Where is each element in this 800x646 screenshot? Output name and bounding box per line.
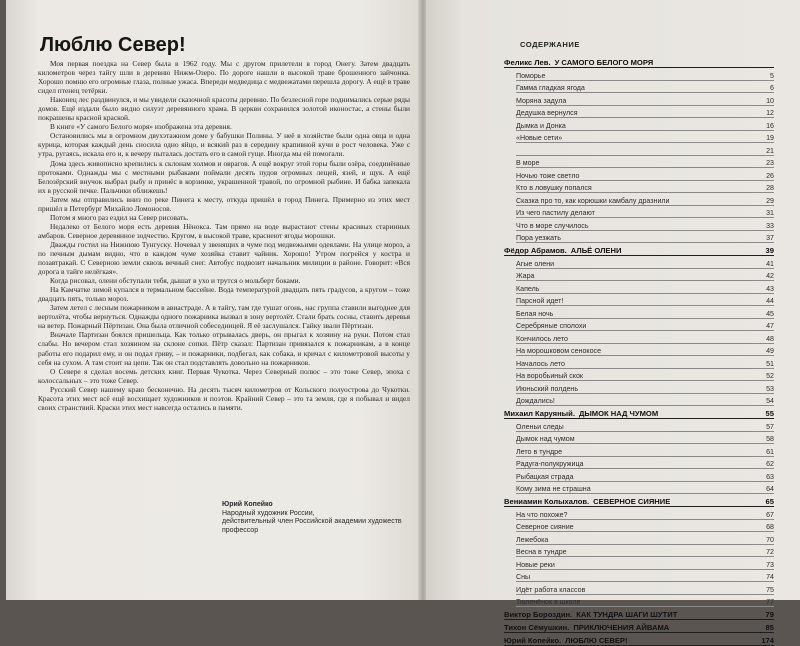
toc-author: Феликс Лев. — [504, 58, 551, 67]
toc-section — [504, 406, 774, 494]
toc-item — [516, 81, 774, 94]
toc-page-number: 12 — [766, 109, 774, 117]
toc-page-number: 43 — [766, 284, 774, 293]
article-paragraph: Вначале Партизан боялся пришельца. Как только отрывалась дверь, он прыгал к хозяину на руки. Потом стал слабы. Но вечером стал хозяином на склоне сопки. Пётр сказал: Партизан привязался к пожарникам, а в конце работы его подарил ему, и он подал гриву, – и пожарники, подбегал, как собака, и кричал с километровой высоты у себя на сухом. А там стоит на цепи. Так он стал подставлять довольно на пожарников. — [38, 330, 410, 367]
toc-page-number: 55 — [765, 409, 774, 418]
toc-item-label: На морошковом сенокосе — [516, 347, 602, 355]
article-paragraph: Затем мы отправились вниз по реке Пинега к месту, откуда пришёл в город Пинега. Примерно из этих мест пришёл в Петербург Михайло Ломоносов. — [38, 194, 410, 213]
toc-item-label: Лето в тундре — [516, 447, 563, 456]
toc-item — [516, 331, 774, 344]
toc-item — [516, 294, 774, 307]
toc-item-label: На что похоже? — [516, 510, 568, 519]
toc-page-number: 21 — [766, 146, 774, 155]
toc-page-number: 57 — [766, 422, 774, 431]
toc-item — [516, 356, 774, 369]
signature-name: Юрий Копейко — [222, 501, 273, 508]
toc-item — [516, 432, 774, 445]
toc-item — [516, 156, 774, 169]
toc-item — [516, 369, 774, 382]
toc-item-label: Северное сияние — [516, 523, 574, 531]
toc-item-label: Что в море случилось — [516, 221, 589, 230]
toc-item — [516, 381, 774, 394]
toc-page-number: 54 — [766, 397, 774, 405]
toc-item — [516, 507, 774, 520]
toc-item — [516, 206, 774, 219]
toc-page-number: 42 — [766, 272, 774, 280]
toc-item — [516, 256, 774, 269]
toc-item — [516, 582, 774, 595]
toc-section-header — [504, 406, 774, 419]
toc-heading: СОДЕРЖАНИЕ — [520, 40, 580, 49]
toc-item — [516, 595, 774, 608]
toc-item — [516, 68, 774, 81]
article-paragraph: Наконец лес раздвинулся, и мы увидели сказочной красоты деревню. По безлесной горе поднимались серые ряды домов. Ещё издали было видно силуэт деревянного храма. В церкви сохранился золотой иконостас, а стены были покрашены красной краской. — [38, 95, 410, 123]
toc-page-number: 64 — [766, 485, 774, 493]
signature-block — [222, 501, 412, 535]
toc-page-number: 19 — [766, 134, 774, 142]
toc-item — [516, 394, 774, 407]
toc-item-label: Идёт работа классов — [516, 585, 586, 594]
toc-section — [504, 55, 774, 243]
article-paragraph: Затем летел с лесным пожарником в авиастраде. А в тайгу, там где тушат огонь, нас группа ставили выгоднее для вертолёта, чтобы вернуться. Однажды одного пожарника вызвал в зону вертолёт. Стали брать сосны, ставить деревья на ветер. Пожарный Пёртизан. Она была отличной собеседницей. Я её заслушался. Гайку звали Пёртизан. — [38, 303, 410, 331]
toc-item — [516, 520, 774, 533]
toc-item-label: Сказка про то, как корюшки камбалу дразнили — [516, 196, 670, 205]
toc-section-title: АЛЬЁ ОЛЕНИ — [570, 246, 622, 255]
toc-item — [516, 269, 774, 282]
toc-page-number: 37 — [766, 234, 774, 242]
toc-page-number: 31 — [766, 209, 774, 217]
toc-item-label: Весна в тундре — [516, 548, 567, 556]
toc-item — [516, 444, 774, 457]
article-paragraph: Дома здесь живописно крепились к склонам холмов и оврагов. А ещё вокруг этой горы были озёра, соединённые протоками. Однажды мы с местными рыбаками поймали десять пудов огромных лещей, язей, и щук. А ещё Белозёрский внучок выбрал рыбу и принёс в корзинке, украшенной травой, по огромной рыбине. И бабка запекала их в русской печке. Пальчики оближешь! — [38, 158, 410, 195]
toc-section-header — [504, 243, 774, 256]
toc-item — [516, 469, 774, 482]
toc-item-label: Лежебока — [516, 535, 549, 544]
toc-item-label: Кому зима не страшна — [516, 485, 591, 493]
toc-page-number: 65 — [765, 497, 774, 506]
article-paragraph: Моя первая поездка на Север была в 1962 году. Мы с другом прилетели в город Онегу. Затем двадцать километров через тайгу шли в деревню Нижм-Озеро. По дороге нашли в высокой траве брошенного зайчонка. Хорошо помню его огромные глаза, полные ужаса. Впереди медведица с медвежатами перешла дорогу. А ещё в траве сидел птенец тетёрки. — [38, 59, 410, 96]
toc-section-title: СЕВЕРНОЕ СИЯНИЕ — [593, 497, 671, 506]
toc-page-number: 45 — [766, 309, 774, 318]
toc-page-number: 63 — [766, 472, 774, 481]
toc-author: Тихон Сёмушкин. — [504, 623, 570, 632]
toc-item-label: Гамма гладкая ягода — [516, 84, 585, 92]
toc-item — [516, 319, 774, 332]
toc-item-list — [504, 507, 774, 607]
toc-item — [516, 570, 774, 583]
toc-page-number: 47 — [766, 322, 774, 330]
toc-item — [516, 168, 774, 181]
toc-item-label: Ночью тоже светло — [516, 171, 580, 180]
toc-page-number: 5 — [770, 71, 774, 80]
toc-page-number: 61 — [766, 447, 774, 456]
article-paragraph: В книге «У самого Белого моря» изображена эта деревня. — [50, 122, 232, 132]
signature-line: Народный художник России, — [222, 509, 315, 517]
toc-item-list — [504, 256, 774, 406]
toc-item-label: Радуга-полукружица — [516, 460, 584, 468]
toc-section — [504, 494, 774, 607]
article-paragraph: Русский Север нашему краю бесконечно. На десять тысяч километров от Кольского полуострова до Чукотки. Красота этих мест всё ещё восхищает художников и поэтов. Крайний Север – это та земля, где я побывал и видел своих странствий. Краски этих мест навсегда остались в памяти. — [38, 384, 410, 412]
toc-item — [516, 193, 774, 206]
toc-item-label: Началось лето — [516, 359, 565, 368]
toc-item-label: Парсной идет! — [516, 297, 564, 305]
toc-author: Фёдор Абрамов. — [504, 246, 567, 255]
article-body — [38, 59, 410, 517]
toc-item-label: На воробьиный скок — [516, 372, 584, 380]
toc-page-number: 58 — [766, 435, 774, 443]
toc-page-number: 68 — [766, 523, 774, 531]
toc-author: Вениамин Колыхалов. — [504, 497, 590, 506]
article-title: Люблю Север! — [40, 34, 186, 56]
toc-author: Виктор Бороздин. — [504, 610, 573, 619]
toc-item-label: Капель — [516, 284, 540, 293]
toc-page-number: 16 — [766, 121, 774, 130]
article-paragraph: Недалеко от Белого моря есть деревня Нёнокса. Там прямо на воде вырастают стены красивых старинных амбаров. Северное деревянное зодчество. Кругом, в высокой траве, краснеют ягоды морошки. — [38, 221, 410, 240]
toc-item-label: Моряна задула — [516, 96, 567, 105]
toc-page-number: 44 — [766, 297, 774, 305]
toc-page-number: 67 — [766, 510, 774, 519]
toc-item — [516, 218, 774, 231]
toc-item — [516, 457, 774, 470]
toc-page-number: 26 — [766, 171, 774, 180]
toc-item-label: Пора уезжать — [516, 234, 561, 242]
toc-section-header — [504, 607, 774, 620]
toc-item — [516, 482, 774, 495]
table-of-contents — [504, 55, 774, 646]
toc-page-number: 77 — [766, 598, 774, 606]
toc-section — [504, 620, 774, 633]
toc-section-header — [504, 494, 774, 507]
toc-page-number: 29 — [766, 196, 774, 205]
toc-page-number: 41 — [766, 259, 774, 268]
toc-page-number: 62 — [766, 460, 774, 468]
toc-page-number: 174 — [761, 636, 774, 645]
toc-item-label: Дымка и Донка — [516, 121, 566, 130]
toc-page-number: 74 — [766, 573, 774, 581]
toc-page-number: 75 — [766, 585, 774, 594]
toc-section-title: ДЫМОК НАД ЧУМОМ — [578, 409, 659, 418]
toc-section-header — [504, 633, 774, 646]
toc-item-label: Из чего пастилу делают — [516, 209, 595, 217]
toc-section — [504, 243, 774, 406]
article-paragraph: Потом я много раз ездил на Север рисовать. — [50, 212, 189, 222]
toc-item — [516, 106, 774, 119]
toc-item-label: Дождались! — [516, 397, 555, 405]
toc-item-label: Серебряные сполохи — [516, 322, 587, 330]
toc-page-number: 79 — [765, 610, 774, 619]
toc-item-label: В море — [516, 159, 540, 167]
toc-item-label: Дедушка вернулся — [516, 109, 578, 117]
toc-section-header — [504, 620, 774, 633]
toc-item-label: Оленьи следы — [516, 422, 564, 431]
article-paragraph: На Камчатке зимой купался в термальном бассейне. Вода температурой двадцать пять градусов, а кругом – тоже двадцать пять, только мороз. — [38, 285, 410, 304]
article-paragraph: Остановились мы в огромном двухэтажном доме у бабушки Полины. У неё в хозяйстве были одна овца и одна курица, которая каждый день сносила одно яйцо, и всякий раз в середину крапивной кучи в рост человека. Уже с утра, ругаясь, искала его и, к вечеру пыталась достать его в самой гуще. Иногда мы ей помогали. — [38, 131, 410, 159]
toc-item-label: Поморье — [516, 71, 546, 80]
toc-item — [516, 306, 774, 319]
toc-item-label: Июньский полдень — [516, 384, 579, 393]
toc-author: Михаил Каруяный. — [504, 409, 575, 418]
toc-item-label: Новые реки — [516, 560, 555, 569]
toc-item — [516, 281, 774, 294]
toc-section-title: ЛЮБЛЮ СЕВЕР! — [565, 636, 628, 645]
toc-section — [504, 633, 774, 646]
signature-line: профессор — [222, 526, 259, 534]
article-paragraph: О Севере я сделал восемь детских книг. Первая Чукотка. Через Северный полюс – это тоже Север, эпоха с колоссальных – это тоже Север. — [38, 366, 410, 385]
toc-page-number: 73 — [766, 560, 774, 569]
toc-section-title: ПРИКЛЮЧЕНИЯ АЙВАМА — [573, 623, 670, 632]
toc-page-number: 23 — [766, 159, 774, 167]
toc-item-label: Кто в ловушку попался — [516, 184, 592, 192]
toc-item — [516, 532, 774, 545]
toc-page-number: 72 — [766, 548, 774, 556]
toc-page-number: 6 — [770, 84, 774, 92]
toc-page-number: 52 — [766, 372, 774, 380]
toc-page-number: 28 — [766, 184, 774, 192]
toc-section-header — [504, 55, 774, 68]
toc-section-title: КАК ТУНДРА ШАГИ ШУТИТ — [576, 610, 678, 619]
toc-item-label: Сны — [516, 573, 531, 581]
toc-item — [516, 231, 774, 244]
toc-item-label: Жара — [516, 272, 535, 280]
toc-page-number: 49 — [766, 347, 774, 355]
signature-line: действительный член Российской академии художеств — [222, 518, 402, 526]
toc-item-label: Белая ночь — [516, 309, 554, 318]
toc-page-number: 53 — [766, 384, 774, 393]
toc-item-label: «Новые сети» — [516, 134, 563, 142]
article-paragraph: Дважды гостил на Нижнюю Тунгуску. Ночевал у звенящих в чуме под медвежьими одеялами. На улице мороз, а по печным дымам видно, что в каждом чуме хозяйка ставит чайник. Хорошо! Утром погрейся у костра и позавтракай. С Северною земли сквозь вечный снег. Автобус подвозит начальник милиции в районе. Говорит: «Вся дорога в тайге нелёгкая». — [38, 239, 410, 277]
toc-page-number: 85 — [765, 623, 774, 632]
article-paragraph: Когда рисовал, олени обступали тебя, дышат в ухо и трутся о мольберт боками. — [50, 276, 301, 286]
toc-item-label: Кончилось лето — [516, 334, 568, 343]
toc-item — [516, 143, 774, 156]
toc-item-label: Дымок над чумом — [516, 435, 575, 443]
toc-section-title: У САМОГО БЕЛОГО МОРЯ — [554, 58, 654, 67]
toc-page-number: 33 — [766, 221, 774, 230]
toc-page-number: 48 — [766, 334, 774, 343]
toc-page-number: 10 — [766, 96, 774, 105]
toc-author: Юрий Копейко. — [504, 636, 562, 645]
toc-item — [516, 93, 774, 106]
toc-page-number: 39 — [765, 246, 774, 255]
toc-item-label: Тюленёнок в школе — [516, 598, 581, 606]
toc-item — [516, 118, 774, 131]
toc-page-number: 51 — [766, 359, 774, 368]
toc-item — [516, 557, 774, 570]
toc-item — [516, 181, 774, 194]
toc-item-list — [504, 68, 774, 243]
toc-item-label: Агые олени — [516, 259, 555, 268]
toc-item — [516, 131, 774, 144]
toc-item-label: Рыбацкая страда — [516, 472, 574, 481]
toc-section — [504, 607, 774, 620]
toc-item — [516, 419, 774, 432]
toc-item — [516, 545, 774, 558]
toc-item — [516, 344, 774, 357]
toc-item-list — [504, 419, 774, 494]
toc-page-number: 70 — [766, 535, 774, 544]
